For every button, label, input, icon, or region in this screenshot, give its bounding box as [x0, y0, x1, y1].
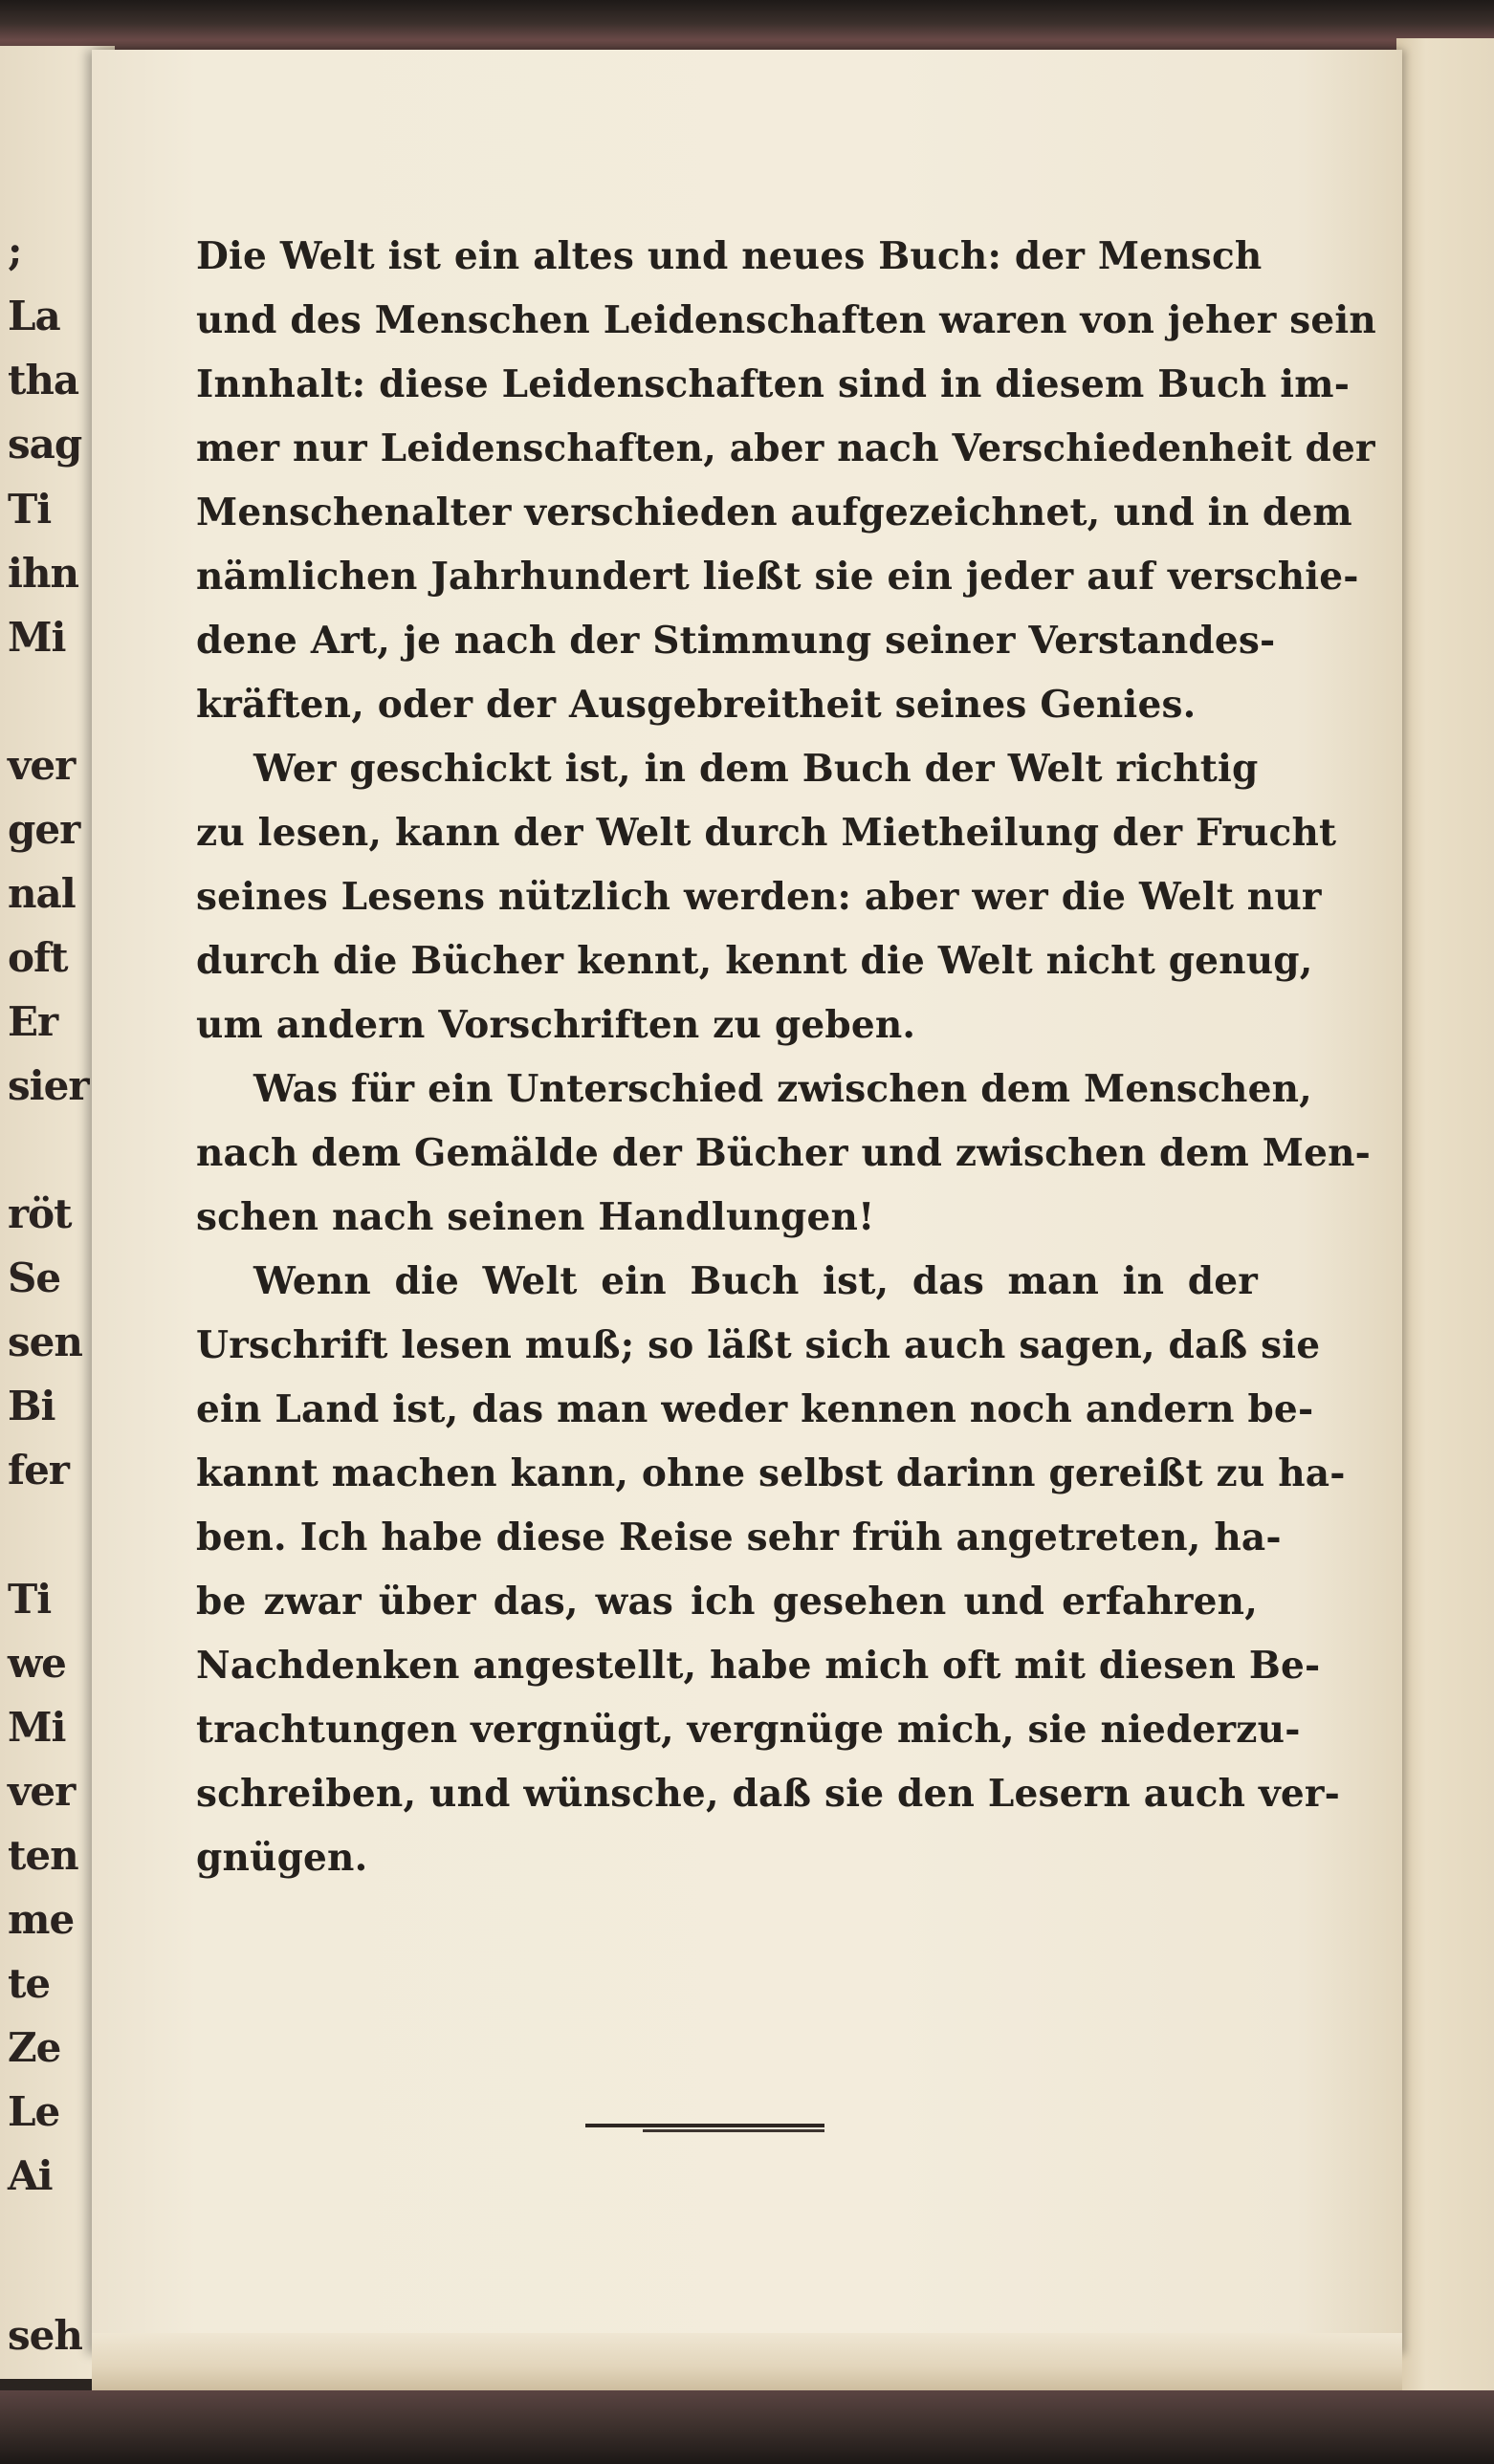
prev-fragment: sen	[8, 1319, 82, 1365]
text-line: um andern Vorschriften zu geben.	[196, 1003, 916, 1047]
text-line: schen nach seinen Handlungen!	[196, 1195, 875, 1239]
prev-fragment: ver	[8, 742, 76, 789]
prev-fragment: seh	[8, 2312, 82, 2359]
prev-fragment: ihn	[8, 550, 79, 597]
rule-bar	[643, 2129, 824, 2132]
prev-fragment: Er	[8, 998, 58, 1045]
book-cover-bottom	[0, 2390, 1494, 2464]
prev-fragment: Ze	[8, 2024, 61, 2071]
text-line: schreiben, und wünsche, daß sie den Lesern auch ver-	[196, 1772, 1341, 1816]
prev-fragment: Ai	[8, 2152, 53, 2199]
text-line: nach dem Gemälde der Bücher und zwischen dem Men-	[196, 1131, 1372, 1175]
section-end-rule	[585, 2121, 824, 2134]
prev-fragment: Ti	[8, 486, 52, 533]
prev-fragment: we	[8, 1640, 66, 1687]
text-line: Die Welt ist ein altes und neues Buch: der Mensch	[196, 234, 1263, 278]
prev-fragment: La	[8, 293, 60, 339]
text-line: Was für ein Unterschied zwischen dem Menschen,	[253, 1067, 1312, 1111]
prev-fragment: te	[8, 1960, 51, 2007]
text-line: ben. Ich habe diese Reise sehr früh angetreten, ha-	[196, 1515, 1282, 1559]
prev-fragment: ger	[8, 806, 80, 853]
prev-fragment: me	[8, 1896, 75, 1943]
text-line: und des Menschen Leidenschaften waren von jeher sein	[196, 298, 1376, 342]
text-line: Nachdenken angestellt, habe mich oft mit diesen Be-	[196, 1644, 1321, 1688]
text-line: trachtungen vergnügt, vergnüge mich, sie niederzu-	[196, 1708, 1301, 1752]
text-line: durch die Bücher kennt, kennt die Welt nicht genug,	[196, 939, 1313, 983]
prev-fragment: sag	[8, 421, 82, 468]
text-line: kannt machen kann, ohne selbst darinn gereißt zu ha-	[196, 1451, 1346, 1495]
prev-fragment: Mi	[8, 1704, 66, 1751]
prev-fragment: ;	[8, 228, 22, 274]
page-bottom-edge	[92, 2333, 1402, 2390]
page-text-block	[196, 225, 1376, 1890]
rule-bar	[585, 2124, 824, 2127]
prev-fragment: sier	[8, 1062, 89, 1109]
prev-fragment: Se	[8, 1254, 61, 1301]
text-line: zu lesen, kann der Welt durch Mietheilung der Frucht	[196, 811, 1337, 855]
text-line: mer nur Leidenschaften, aber nach Verschiedenheit der	[196, 426, 1375, 470]
prev-fragment: Bi	[8, 1383, 55, 1429]
text-line: Wer geschickt ist, in dem Buch der Welt richtig	[253, 747, 1259, 791]
prev-fragment: Le	[8, 2088, 60, 2135]
next-page-edge	[1396, 38, 1494, 2409]
text-line: dene Art, je nach der Stimmung seiner Verstandes-	[196, 619, 1276, 663]
text-line: ein Land ist, das man weder kennen noch andern be-	[196, 1387, 1314, 1431]
prev-fragment: Ti	[8, 1576, 52, 1623]
prev-fragment: fer	[8, 1447, 69, 1494]
prev-fragment: röt	[8, 1190, 72, 1237]
text-line: seines Lesens nützlich werden: aber wer die Welt nur	[196, 875, 1322, 919]
book-cover-top	[0, 0, 1494, 57]
prev-fragment: Mi	[8, 614, 66, 661]
prev-fragment: oft	[8, 934, 68, 981]
prev-fragment: nal	[8, 870, 76, 917]
prev-fragment: tha	[8, 357, 79, 403]
prev-fragment: ver	[8, 1768, 76, 1815]
text-line: be zwar über das, was ich gesehen und erfahren,	[196, 1580, 1258, 1624]
text-line: kräften, oder der Ausgebreitheit seines Genies.	[196, 683, 1197, 727]
text-line: Innhalt: diese Leidenschaften sind in diesem Buch im-	[196, 362, 1351, 406]
prev-fragment: ten	[8, 1832, 78, 1879]
text-line: Urschrift lesen muß; so läßt sich auch sagen, daß sie	[196, 1323, 1321, 1367]
text-line: Wenn die Welt ein Buch ist, das man in der	[253, 1259, 1258, 1303]
text-line: gnügen.	[196, 1836, 368, 1880]
text-line: nämlichen Jahrhundert ließt sie ein jeder auf verschie-	[196, 555, 1359, 599]
text-line: Menschenalter verschieden aufgezeichnet, und in dem	[196, 491, 1352, 534]
